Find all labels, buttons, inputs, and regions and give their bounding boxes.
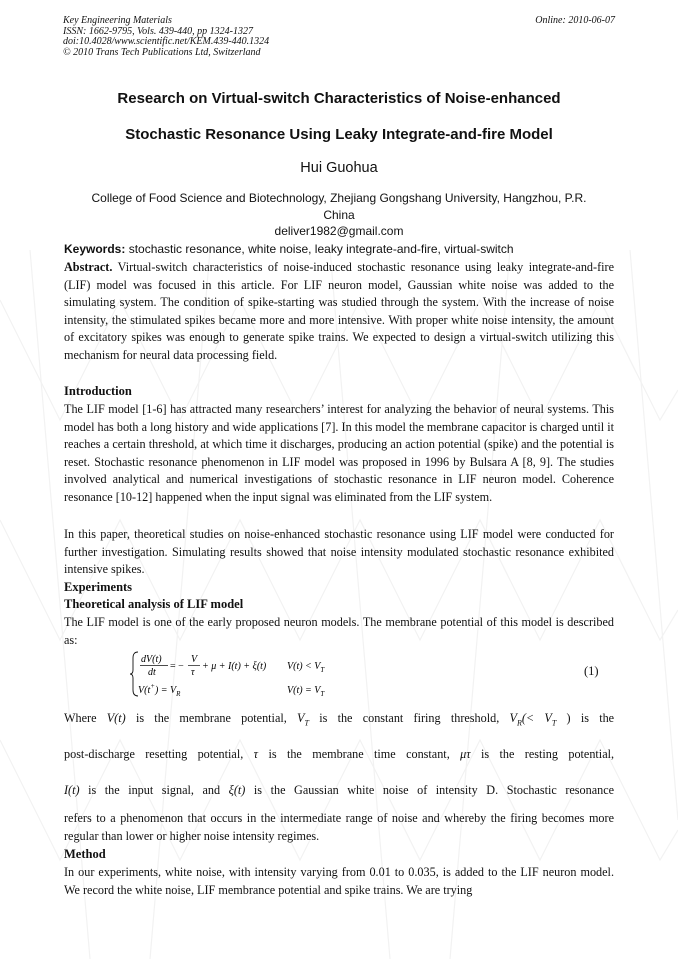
doi-line: doi:10.4028/www.scientific.net/KEM.439-440.1324 xyxy=(63,36,270,47)
copyright-line: © 2010 Trans Tech Publications Ltd, Switzerland xyxy=(63,46,261,58)
sr-paragraph: refers to a phenomenon that occurs in the intermediate range of noise and whereby the firing becomes more regular than lower or higher noise intensity regimes. xyxy=(64,811,614,843)
paper-title-line-2: Stochastic Resonance Using Leaky Integrate-and-fire Model xyxy=(125,126,553,143)
eq-v-denominator: τ xyxy=(191,667,195,678)
abstract xyxy=(64,259,614,364)
online-date: Online: 2010-06-07 xyxy=(535,15,615,26)
abstract-text: Virtual-switch characteristics of noise-induced stochastic resonance using leaky integrate-and-fire (LIF) model was focused in this article. For LIF neuron model, Gaussian white noise was added to the simulating system. The condition of spike-starting was studied through the system. With the increase of noise intensity, the stimulated spikes became more and more intensive. With proper white noise intensity, the amount of excitatory spikes was enough to generate spike trains. We expected to design a virtual-switch utilizing this mechanism for neural data processing field. xyxy=(64,260,614,362)
experiments-heading: Experiments xyxy=(64,580,133,594)
intro-paragraph-2: In this paper, theoretical studies on noise-enhanced stochastic resonance using LIF model were conducted for further investigation. Simulating results showed that noise intensity modulated stochastic resonance exhibited intensive spikes. xyxy=(64,527,614,576)
method-heading: Method xyxy=(64,847,106,861)
eq-lhs-denominator: dt xyxy=(148,667,156,678)
theory-heading: Theoretical analysis of LIF model xyxy=(64,597,244,611)
intro-paragraph-1: The LIF model [1-6] has attracted many researchers’ interest for analyzing the behavior of neural systems. This model has both a long history and wide applications [7]. In this model the membrane capacitor is charged until it reaches a certain threshold, at which time it discharges, producing an action potential (spike) and the potential is reset. Stochastic resonance phenomenon in LIF model was proposed in 1996 by Bulsara A [8, 9]. The studies involved analytical and numerical investigations of stochastic resonance in LIF neuron model. Coherence resonance [10-12] happened when the input signal was eliminated from the LIF system. xyxy=(64,402,614,504)
journal-name: Key Engineering Materials xyxy=(63,15,172,26)
affiliation-line-1: College of Food Science and Biotechnology, Zhejiang Gongshang University, Hangzhou, P.R. xyxy=(91,191,587,205)
eq-condition-1: $V(t) < V_T$ xyxy=(287,661,325,674)
eq-equals: = − xyxy=(170,661,184,672)
intro-heading: Introduction xyxy=(64,384,132,398)
abstract-label: Abstract. xyxy=(64,260,113,274)
where-line-2: post-discharge resetting potential, τ is the membrane time constant, μτ is the resting potential, xyxy=(64,747,615,761)
keywords xyxy=(64,241,614,257)
equation-brace xyxy=(130,652,138,696)
affiliation xyxy=(75,190,603,224)
eq-rhs: + μ + I(t) + ξ(t) xyxy=(202,661,267,672)
where-line-1: Where V(t) is the membrane potential, $V_T$ is the constant firing threshold, $V_R(< V_T$ ) is the xyxy=(64,711,615,728)
eq-condition-2: $V(t) = V_T$ xyxy=(287,685,325,698)
eq-lhs-numerator: dV(t) xyxy=(141,654,162,665)
lif-equation xyxy=(130,650,360,698)
paper-title-line-1: Research on Virtual-switch Characteristics of Noise-enhanced xyxy=(117,90,561,107)
author-name: Hui Guohua xyxy=(300,160,378,176)
method-paragraph: In our experiments, white noise, with intensity varying from 0.01 to 0.035, is added to the LIF neuron model. We record the white noise, LIF membrance potential and spike trains. We are trying xyxy=(64,865,614,897)
keywords-label: Keywords: xyxy=(64,242,126,256)
equation-number: (1) xyxy=(584,664,599,678)
affiliation-line-2: China xyxy=(323,208,355,222)
keywords-text: stochastic resonance, white noise, leaky integrate-and-fire, virtual-switch xyxy=(128,242,514,256)
where-line-3: I(t) is the input signal, and ξ(t) is the Gaussian white noise of intensity D. Stochastic resonance xyxy=(64,783,615,797)
issn-line: ISSN: 1662-9795, Vols. 439-440, pp 1324-1327 xyxy=(63,25,253,37)
author-email: deliver1982@gmail.com xyxy=(274,224,404,238)
eq-v-numerator: V xyxy=(191,654,198,665)
journal-header xyxy=(63,16,615,58)
eq-reset: $V(t^+) = V_R$ xyxy=(138,682,181,698)
theory-paragraph: The LIF model is one of the early proposed neuron models. The membrane potential of this model is described as: xyxy=(64,615,614,647)
